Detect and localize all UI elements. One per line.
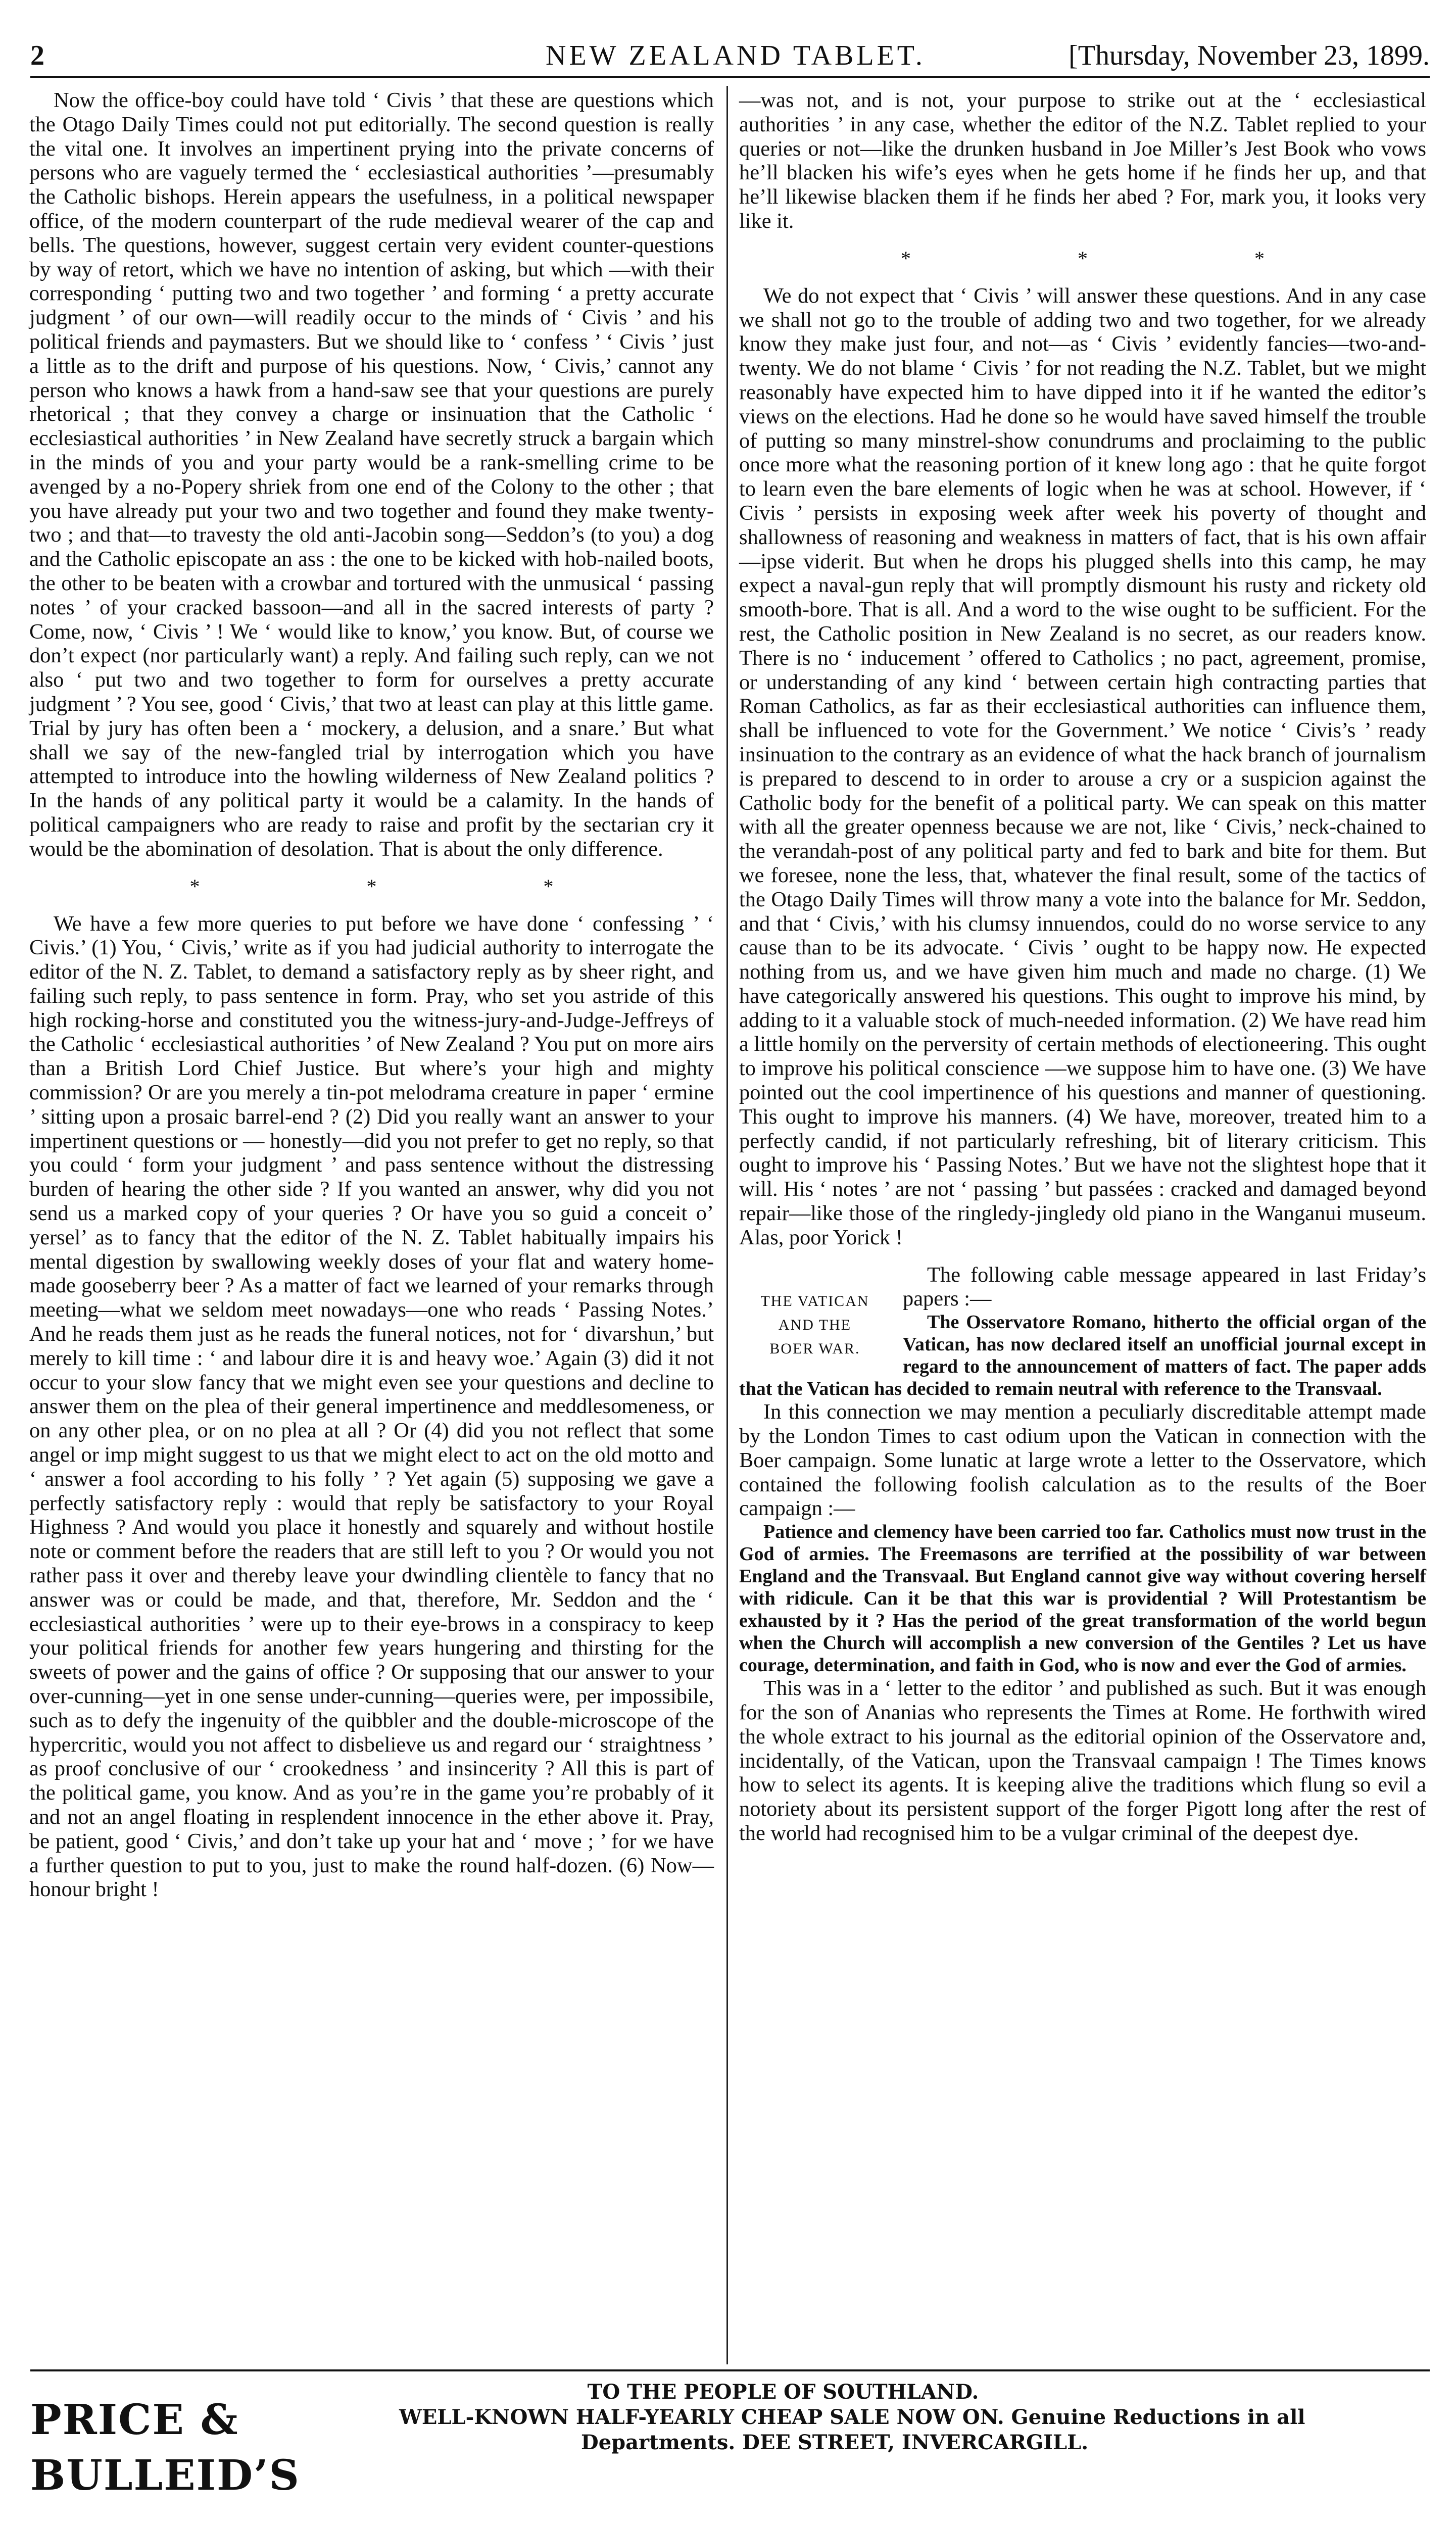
- advertiser-name: PRICE & BULLEID’S: [30, 2396, 300, 2500]
- vatican-section: [739, 1263, 1426, 1846]
- ad-line-3: Departments. DEE STREET, INVERCARGILL.: [581, 2431, 1089, 2454]
- masthead-rule: [30, 76, 1430, 78]
- left-paragraph-2: We have a few more queries to put before we have done ‘ confessing ’ ‘ Civis.’ (1) You, ‘ Civis,’ write as if you had judicial authority to interrogate the editor of the N. Z. Tablet, to demand a satisfactory reply as by sheer right, and failing such reply, to pass sentence in form. Pray, who set you astride of this high rocking-horse and constituted you the witness-jury-and-Judge-Jeffreys of the Catholic ‘ ecclesiastical authorities ’ of New Zealand ? You put on more airs than a British Lord Chief Justice. But where’s your high and mighty commission? Or are you merely a tin-pot melodrama creature in paper ‘ ermine ’ sitting upon a prosaic barrel-end ? (2) Did you really want an answer to your impertinent questions or — honestly—did you not prefer to get no reply, so that you could ‘ form your judgment ’ and pass sentence without the distressing burden of hearing the other side ? If you wanted an answer, why did you not send us a marked copy of your queries ? Or have you so guid a conceit o’ yersel’ as to fancy that the editor of the N. Z. Tablet habitually impairs his mental digestion by swallowing weekly doses of your flat and watery home-made gooseberry beer ? As a matter of fact we learned of your remarks through meeting—what we seldom meet nowadays—one who reads ‘ Passing Notes.’ And he reads them just as he reads the funeral notices, not for ‘ divarshun,’ but merely to kill time : ‘ and labour dire it is and heavy woe.’ Again (3) did it not occur to your slow fancy that we might even see your questions and decline to answer them on the plea of their general impertinence and meddlesomeness, or on any other plea, or on no plea at all ? Or (4) did you not reflect that some angel or imp might suggest to us that we might elect to act on the old motto and ‘ answer a fool according to his folly ’ ? Yet again (5) supposing we gave a perfectly satisfactory reply : would that reply be satisfactory to your Royal Highness ? And would you place it honestly and squarely and without hostile note or comment before the readers that are still left to you ? Or would you not rather pass it over and thereby leave your dwindling clientèle to fancy that no answer was or could be made, and that, therefore, Mr. Seddon and the ‘ ecclesiastical authorities ’ were up to their eye-brows in a conspiracy to keep your political friends for another few years hungering and thirsting for the sweets of power and the gains of office ? Or supposing that our answer to your over-cunning—yet in one sense under-cunning—queries were, per impossibile, such as to defy the ingenuity of the quibbler and the double-microscope of the hypercritic, would you not affect to disbelieve us and regard our ‘ straightness ’ as proof conclusive of our ‘ crookedness ’ and insincerity ? All this is part of the political game, you know. And as you’re in the game you’re probably of it and not an angel floating in resplendent innocence in the ether above it. Pray, be patient, good ‘ Civis,’ and don’t take up your hat and ‘ move ; ’ for we have a further question to put to you, just to make the round half-dozen. (6) Now—honour bright !: [29, 911, 714, 1902]
- right-paragraph-2: We do not expect that ‘ Civis ’ will answer these questions. And in any case we shall not go to the trouble of adding two and two together, for we already know they make just four, and not—as ‘ Civis ’ evidently fancies—two-and-twenty. We do not blame ‘ Civis ’ for not reading the N.Z. Tablet, but we might reasonably have expected him to have dipped into it if he wanted the editor’s views on the elections. Had he done so he would have saved himself the trouble of putting so many minstrel-show conundrums and proclaiming to the public once more what the reasoning portion of it knew long ago : that he quite forgot to learn even the bare elements of logic when he was at school. However, if ‘ Civis ’ persists in exposing week after week his poverty of thought and shallowness of reasoning and weakness in matters of fact, that is his own affair—ipse viderit. But when he drops his plugged shells into this camp, he may expect a naval-gun reply that will promptly dismount his rusty and rickety old smooth-bore. That is all. And a word to the wise ought to be sufficient. For the rest, the Catholic position in New Zealand is no secret, as our readers know. There is no ‘ inducement ’ offered to Catholics ; no pact, agreement, promise, or understanding of any kind ‘ between certain high contracting parties that Roman Catholics, as far as their ecclesiastical authorities can influence them, shall be influenced to vote for the Government.’ We notice ‘ Civis’s ’ ready insinuation to the contrary as an evidence of what the hack branch of journalism is prepared to descend to in order to arouse a cry or a suspicion against the Catholic body for the benefit of a political party. We can speak on this matter with all the greater openness because we are not, like ‘ Civis,’ neck-chained to the verandah-post of any political party and fed to bark and bite for them. But we foresee, none the less, that, whatever the final result, some of the tactics of the Otago Daily Times will throw many a vote into the balance for Mr. Seddon, and that ‘ Civis,’ with his clumsy innuendos, could do no worse service to any cause than to be its advocate. ‘ Civis ’ ought to be happy now. He expected nothing from us, and we have given him much and made no charge. (1) We have categorically answered his questions. This ought to improve his mind, by adding to it a valuable stock of much-needed information. (2) We have read him a little homily on the perversity of certain methods of electioneering. This ought to improve his political conscience —we suppose him to have one. (3) We have pointed out the cool impertinence of his questions and manner of questioning. This ought to improve his manners. (4) We have, moreover, treated him to a perfectly candid, if not particularly refreshing, bit of literary criticism. This ought to improve his ‘ Passing Notes.’ But we have not the slightest hope that it will. His ‘ notes ’ are not ‘ passing ’ but passées : cracked and damaged beyond repair—like those of the ringledy-jingledy old piano in the Wanganui museum. Alas, poor Yorick !: [739, 283, 1426, 1249]
- side-heading-line: AND THE: [778, 1316, 852, 1333]
- side-heading: [739, 1289, 891, 1361]
- issue-date: [Thursday, November 23, 1899.: [1069, 40, 1430, 71]
- ad-line-2: WELL-KNOWN HALF-YEARLY CHEAP SALE NOW ON. Genuine Reductions in all: [399, 2405, 1305, 2429]
- section-break-stars: * * *: [189, 875, 635, 898]
- left-paragraph-1: Now the office-boy could have told ‘ Civis ’ that these are questions which the Otago Daily Times could not put editorially. The second question is really the vital one. It involves an impertinent prying into the private concerns of persons who are vaguely termed the ‘ ecclesiastical authorities ’—presumably the Catholic bishops. Herein appears the usefulness, in a political newspaper office, of the modern counterpart of the rude medieval wearer of the cap and bells. The questions, however, suggest certain very evident counter-questions by way of retort, which we have no intention of asking, but which —with their corresponding ‘ putting two and two together ’ and forming ‘ a pretty accurate judgment ’ of our own—will readily occur to the minds of ‘ Civis ’ and his political friends and paymasters. But we should like to ‘ confess ’ ‘ Civis ’ just a little as to the drift and purpose of his questions. Now, ‘ Civis,’ cannot any person who knows a hawk from a hand-saw see that your questions are purely rhetorical ; that they convey a charge or insinuation that the Catholic ‘ ecclesiastical authorities ’ in New Zealand have secretly struck a bargain which in the minds of you and your party would be a rank-smelling crime to be avenged by a no-Popery shriek from one end of the Colony to the other ; that you have already put your two and two together and found they make twenty-two ; and that—to travesty the old anti-Jacobin song—Seddon’s (to you) a dog and the Catholic episcopate an ass : the one to be kicked with hob-nailed boots, the other to be beaten with a crowbar and tortured with the unmusical ‘ passing notes ’ of your cracked bassoon—and all in the sacred interests of party ? Come, now, ‘ Civis ’ ! We ‘ would like to know,’ you know. But, of course we don’t expect (nor particularly want) a reply. And failing such reply, can we not also ‘ put two and two together to form for ourselves a pretty accurate judgment ’ ? You see, good ‘ Civis,’ that two at least can play at this little game. Trial by jury has often been a ‘ mockery, a delusion, and a snare.’ But what shall we say of the new-fangled trial by interrogation which you have attempted to introduce into the howling wilderness of New Zealand politics ? In the hands of any political party it would be a calamity. In the hands of political campaigners who are ready to raise and profit by the sectarian cry it would be the abomination of desolation. That is about the only difference.: [29, 88, 714, 861]
- cable-message: The Osservatore Romano, hitherto the official organ of the Vatican, has now declared itself an unofficial journal except in regard to the announcement of matters of fact. The paper adds that the Vatican has decided to remain neutral with reference to the Transvaal.: [739, 1312, 1426, 1400]
- advertisement-text: [399, 2380, 1430, 2455]
- right-column: [739, 88, 1426, 1846]
- cable-intro: The following cable message appeared in last Friday’s papers :—: [903, 1263, 1426, 1311]
- footer-rule: [30, 2369, 1430, 2371]
- side-heading-line: THE VATICAN: [760, 1292, 869, 1310]
- masthead: [30, 35, 1430, 76]
- column-divider: [726, 86, 728, 2364]
- page-number: 2: [30, 40, 44, 71]
- right-paragraph-4: This was in a ‘ letter to the editor ’ and published as such. But it was enough for the son of Ananias who represents the Times at Rome. He forthwith wired the whole extract to his journal as the editorial opinion of the Osservatore and, incidentally, of the Vatican, upon the Transvaal campaign ! The Times knows how to select its agents. It is keeping alive the traditions which flung so evil a notoriety about its persistent support of the forger Pigott long after the rest of the world had recognised him to be a vulgar criminal of the deepest dye.: [739, 1676, 1426, 1846]
- paper-title: NEW ZEALAND TABLET.: [546, 40, 926, 71]
- section-break-stars: * * *: [901, 247, 1345, 270]
- left-column: [29, 88, 714, 1902]
- right-paragraph-1: —was not, and is not, your purpose to strike out at the ‘ ecclesiastical authorities ’ in any case, whether the editor of the N.Z. Tablet replied to your queries or not—like the drunken husband in Joe Miller’s Jest Book who vows he’ll blacken his wife’s eyes when he gets home if he finds her up, and that he’ll likewise blacken them if he finds her abed ? For, mark you, it looks very like it.: [739, 88, 1426, 233]
- side-heading-line: BOER WAR.: [769, 1340, 860, 1357]
- right-paragraph-3: In this connection we may mention a peculiarly discreditable attempt made by the London Times to cast odium upon the Vatican in connection with the Boer campaign. Some lunatic at large wrote a letter to the Osservatore, which contained the following foolish calculation as to the results of the Boer campaign :—: [739, 1400, 1426, 1521]
- quoted-letter: Patience and clemency have been carried too far. Catholics must now trust in the God of armies. The Freemasons are terrified at the possibility of war between England and the Transvaal. But England cannot give way without covering herself with ridicule. Can it be that this war is providential ? Will Protestantism be exhausted by it ? Has the period of the great transformation of the world begun when the Church will accomplish a new conversion of the Gentiles ? Let us have courage, determination, and faith in God, who is now and ever the God of armies.: [739, 1521, 1426, 1676]
- ad-line-1: TO THE PEOPLE OF SOUTHLAND.: [587, 2380, 979, 2404]
